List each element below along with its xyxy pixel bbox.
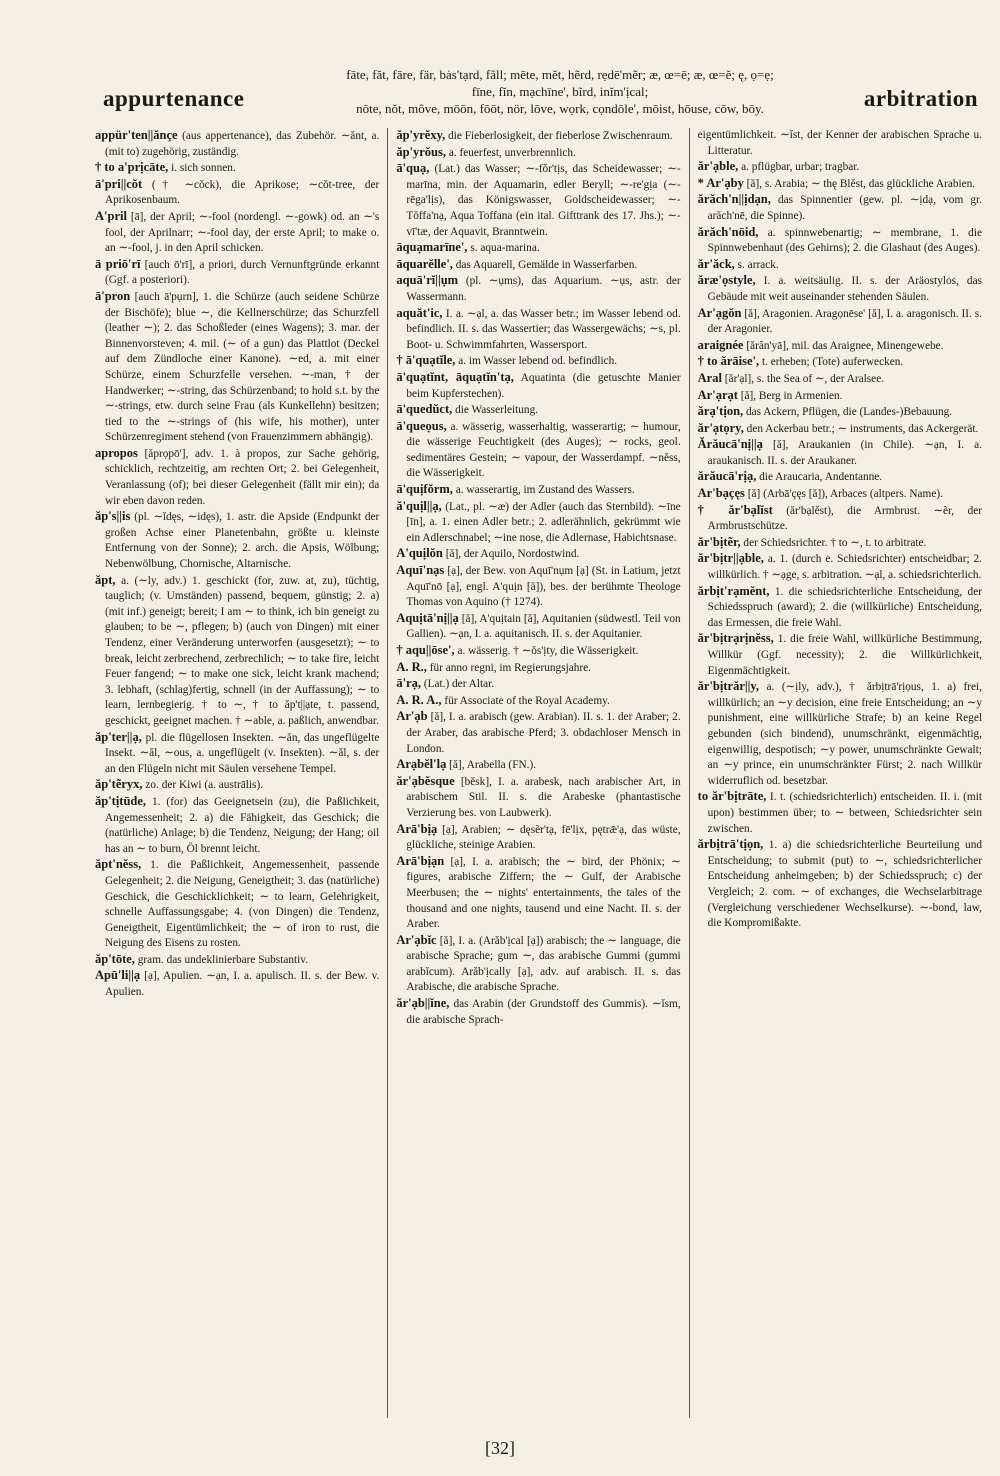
dictionary-entry: [698, 535, 982, 552]
headword: ăp'ter||ạ,: [95, 729, 142, 744]
headword: ăp'tẽryx,: [95, 777, 143, 792]
definition: i. sich sonnen.: [171, 162, 236, 175]
definition: a. (∼ly, adv.) 1. geschickt (for, zuw. at, zu), tüchtig, tauglich; (v. Umständen) passend, bequem, günstig; 2. a) (mit inf.) geneigt; bereit; I am ∼ to think, ich bin geneigt zu glauben; to be ∼, pflegen; b) (auch von Dingen) mit einer Tendenz, einer Veränderung unterworfen (ausgesetzt); ∼ to break, leicht zerbrechend, zerbrechlich; ∼ to take fire, leicht Feuer fangend; ∼ to make one sick, leicht krank machend; 3. lebhaft, (schlag)fertig, schnell (in der Auffassung); ∼ to learn, lernbegierig. † to ∼, † to ăp't||ạte, t. passend, geschickt, geeignet machen. † ∼able, a. paßlich, anwendbar.: [105, 574, 380, 727]
definition: (aus appertenance), das Zubehör. ∼ănt, a. (mit to) zugehörig, zuständig.: [105, 130, 380, 158]
dictionary-entry: [698, 225, 982, 257]
headword: āquarĕlle',: [396, 256, 453, 271]
dictionary-entry: [698, 176, 982, 193]
definition: [ā], der April; ∼-fool (nordengl. ∼-gowk) od. an ∼'s fool, der Aprilnarr; ∼-fool day, der erste April; to make o. an ∼-fool, j. in den April schicken.: [105, 210, 380, 255]
definition: [ạ], I. a. arabisch; the ∼ bird, der Phönix; ∼ figures, arabische Ziffern; the ∼ Gulf, der Arabische Meerbusen; the ∼ nights' entertainments, the tales of the thousand and one nights, tausend und eine Nacht. II. s. der Araber.: [406, 855, 681, 931]
dictionary-entry: [95, 952, 379, 969]
dictionary-entry: [95, 446, 379, 509]
dictionary-entry: [698, 421, 982, 438]
definition: 1. die schiedsrichterliche Entscheidung, der Schiedsspruch (award); 2. die (willkürliche) Entscheidung, das Ermessen, die freie Wahl.: [707, 585, 982, 629]
dictionary-entry: [698, 789, 982, 837]
dictionary-entry: [698, 354, 982, 371]
dictionary-entry: [698, 192, 982, 224]
headword: ăr'bịtrăr||y,: [697, 679, 760, 694]
dictionary-entry: [698, 469, 982, 486]
definition: (Lat., pl. ∼æ) der Adler (auch das Sternbild). ∼īne [īn], a. 1. einen Adler betr.; 2. adlerähnlich, gekrümmt wie ein Adlerschnabel; ∼ine nose, die Adlernase, Habichtsnase.: [406, 500, 681, 544]
column-2: [387, 128, 688, 1418]
definition: I. a. weitsäulig. II. s. der Aräostylos, das Gebäude mit weit auseinander stehenden Säulen.: [707, 275, 982, 303]
definition: 1. a) die schiedsrichterliche Beurteilung und Entscheidung; to submit (put) to ∼, schiedsrichterlicher Entscheidung anheimgeben; b) der Schiedsspruch; c) der Vergleich; 2. com. ∼ of exchanges, die Wechselarbitrage (Vergleichung verschiedener Wechselkurse). ∼-bond, law, die Kompromißakte.: [707, 839, 982, 930]
column-1: [95, 128, 387, 1418]
headword: āquạmarīne',: [396, 240, 468, 255]
definition: a. 1. (durch e. Schiedsrichter) entscheidbar; 2. willkürlich. † ∼ạge, s. arbitration. ∼ạl, a. schiedsrichterlich.: [707, 553, 982, 582]
headword: ărbịt'rạmĕnt,: [697, 583, 770, 598]
headword: Ar'ạb: [396, 709, 428, 724]
dictionary-entry: [396, 306, 680, 354]
dictionary-entry: [95, 968, 379, 1000]
dictionary-entry: [396, 353, 680, 370]
definition: (Lat.) das Wasser; ∼-fŏr'tịs, das Scheidewasser; ∼-marīna, min. der Aquamarin, edler Beryll; ∼-re'gịa (∼-rēga'lịs), das Königswasser, Goldscheidewasser; ∼-Tŏffa'nạ, Aqua Toffana (ein ital. Gifttrank des 17. Jhs.); ∼-vī'tæ, der Aquavit, Branntwein.: [406, 163, 681, 238]
headword: ā priō'rī: [95, 256, 141, 271]
dictionary-entry: [95, 160, 379, 177]
headword: aquā'rĭ||ụm: [396, 273, 459, 288]
headword: araignée: [697, 337, 744, 352]
headword: appür'ten||ănçe: [95, 128, 178, 142]
definition: der Schiedsrichter. † to ∼, t. to arbitrate.: [743, 536, 927, 549]
definition: I. a. ∼ạl, a. das Wasser betr.; im Wasser lebend od. befindlich. II. s. das Wassertier; das Wassergewächs; ∼s, pl. Boot- u. Schwimmfahrten, Wassersport.: [406, 307, 681, 351]
headword: ā'rạ,: [396, 676, 421, 691]
definition: [bĕsk], I. a. arabesk, nach arabischer Art, in arabischem Stil. II. s. die Arabeske (phantastische Verzierung bes. von Laubwerk).: [406, 775, 681, 819]
dictionary-entry: [698, 388, 982, 405]
dictionary-entry: [396, 854, 680, 933]
definition: [ạ], Arabien; ∼ dęsẽr'tạ, fē'lịx, pętrǣ'ạ, das wüste, glückliche, steinige Arabien.: [406, 823, 681, 852]
definition: [ạ], der Bew. von Aquī'nụm [ạ] (St. in Latium, jetzt Aquī'nō [ạ], engl. A'quịn [ă]), bes. der berühmte Theologe Thomas von Aquino († 1274).: [406, 565, 681, 609]
definition: († ∼cŏck), die Aprikose; ∼cŏt-tree, der Aprikosenbaum.: [105, 178, 380, 207]
definition: [ăr'ạl], s. the Sea of ∼, der Aralsee.: [724, 372, 885, 385]
definition: das Spinnentier (gew. pl. ∼ịdạ, vom gr. arăch'nē, die Spinne).: [707, 194, 982, 222]
headword: ā'pri||cŏt: [95, 176, 143, 191]
dictionary-entry: [396, 563, 680, 611]
dictionary-entry: [95, 777, 379, 794]
dictionary-entry: [698, 584, 982, 632]
headword: * Ar'ạby: [697, 175, 744, 190]
headword: Ar'bạçęs: [697, 486, 745, 501]
headword: A. R.,: [396, 659, 427, 674]
headword: aquăt'ic,: [396, 305, 443, 320]
dictionary-entry: [396, 145, 680, 162]
definition: a. spinnwebenartig; ∼ membrane, 1. die Spinnwebenhaut (des Gehirns); 2. die Glashaut (des Auges).: [707, 226, 982, 255]
headword: A'pril: [95, 208, 127, 223]
definition: [ă], Araukanien (in Chile). ∼ạn, I. a. araukanisch. II. s. der Araukaner.: [707, 439, 982, 467]
definition: zo. der Kiwi (a. austrālis).: [145, 779, 264, 792]
headword: Ar'ạbĭc: [396, 932, 437, 947]
dictionary-entry: [396, 676, 680, 693]
headword: † ăr'bạlĭst: [697, 502, 773, 517]
headword: A'quịlŏn: [396, 546, 443, 561]
definition: die Araucaria, Andentanne.: [759, 471, 883, 484]
definition: 1. (for) das Geeignetsein (zu), die Paßlichkeit, Angemessenheit; 2. a) die Fähigkeit, das Geschick; die (natürliche) Anlage; b) die Tendenz, Neigung; der Hang; oil has an ∼ to burn, Öl brennt leicht.: [105, 795, 380, 855]
headword: ărbịtrā'tịọn,: [697, 837, 764, 852]
headword: Aquī'nạs: [396, 563, 445, 578]
dictionary-entry: [396, 693, 680, 710]
definition: [ă], I. a. arabisch (gew. Arabian). II. s. 1. der Araber; 2. der Araber, das arabische Pferd; 3. obdachloser Mensch in London.: [406, 711, 681, 755]
dictionary-entry: [396, 257, 680, 274]
headword: ā'pron: [95, 288, 131, 303]
dictionary-entry: [698, 371, 982, 388]
headword: ăr'ạb||ĭne,: [396, 996, 450, 1011]
headword: ăp'yrŏus,: [396, 144, 446, 159]
definition: s. arrack.: [737, 258, 779, 271]
headword: ăræ'ọstyle,: [697, 273, 756, 288]
dictionary-entry: [396, 240, 680, 257]
definition: a. pflügbar, urbar; tragbar.: [741, 161, 860, 174]
headword: ăpt,: [95, 572, 116, 587]
dictionary-entry: [396, 402, 680, 419]
definition: [ă], der Aquilo, Nordostwind.: [445, 548, 580, 561]
dictionary-entry: [95, 509, 379, 572]
dictionary-entry: [95, 857, 379, 952]
headword: ă'quịl||ạ,: [396, 498, 442, 513]
guide-word-right: arbitration: [863, 86, 978, 111]
dictionary-entry: [698, 486, 982, 503]
dictionary-entry: [396, 546, 680, 563]
headword: ărăch'nōid,: [697, 224, 759, 239]
headword: ăpt'nĕss,: [95, 857, 142, 872]
definition: a. wasserartig, im Zustand des Wassers.: [455, 484, 635, 497]
headword: Aral: [697, 370, 722, 385]
headword: ăr'bịtrạrịnĕss,: [697, 631, 774, 646]
headword: ăp'yrĕxy,: [396, 128, 446, 142]
dictionary-columns: [95, 128, 990, 1418]
headword: ā'quịfŏrm,: [396, 482, 453, 497]
definition: [ă], Arabella (FN.).: [449, 759, 537, 772]
headword: ărăucā'rịạ,: [697, 469, 757, 484]
definition: [ăprọpō'], adv. 1. à propos, zur Sache gehörig, schicklich, rechtzeitig, am rechten Ort; 2. bei Gelegenheit, Veranlassung (of); bei dieser Gelegenheit (fällt mir ein); da wir eben davon reden.: [105, 447, 380, 507]
definition: den Ackerbau betr.; ∼ instruments, das Ackergerät.: [746, 422, 979, 435]
dictionary-entry: [396, 996, 680, 1028]
headword: Ărăucā'nị||ạ: [697, 437, 763, 452]
definition: [ă], I. a. (Arăb'ịcal [ạ]) arabisch; the ∼ language, die arabische Sprache; gum ∼, das arabische Gummi (gummi arabĭcum). Arăb'ịcally [ạ], adv. auf arabisch. II. s. das Arabische, die arabische Sprache.: [406, 934, 681, 994]
definition: für Associate of the Royal Academy.: [444, 694, 610, 707]
definition: die Fieberlosigkeit, der fieberlose Zwischenraum.: [448, 130, 673, 142]
dictionary-entry: [698, 837, 982, 932]
definition: [ă], s. Arabia; ∼ thę Blĕst, das glückliche Arabien.: [746, 177, 976, 190]
dictionary-entry: [95, 730, 379, 778]
headword: ăp'tịtūde,: [95, 793, 147, 808]
definition: 1. die Paßlichkeit, Angemessenheit, passende Gelegenheit; 2. die Neigung, Geneigtheit; 3. das (natürliche) Geschick, die Geschicklichkeit; ∼ to learn, Gelehrigkeit, schnelle Auffassungsgabe; 4. (von Dingen) die Tendenz, Geneigtheit, Eigentümlichkeit; the ∼ of iron to rust, die Neigung des Eisens zu rosten.: [105, 859, 380, 950]
definition: t. erheben; (Tote) auferwecken.: [761, 356, 904, 369]
definition: das Aquarell, Gemälde in Wasserfarben.: [455, 258, 638, 271]
dictionary-entry: [698, 306, 982, 338]
dictionary-entry: [95, 573, 379, 730]
page-number: [32]: [485, 1438, 515, 1458]
page-header: [0, 0, 1000, 120]
headword: ā'queọus,: [396, 418, 447, 433]
dictionary-entry: [396, 482, 680, 499]
definition: Aquatinta (die getuschte Manier beim Kupferstechen).: [406, 371, 681, 400]
guide-word-left: appurtenance: [103, 86, 245, 111]
dictionary-entry: [396, 370, 680, 402]
headword: Ar'ạrạt: [697, 387, 738, 402]
definition: eigentümlichkeit. ∼ĭst, der Kenner der arabischen Sprache u. Litteratur.: [697, 129, 982, 157]
definition: a. wässerig. † ∼ŏs'ịty, die Wässerigkeit.: [457, 645, 639, 657]
definition: a. feuerfest, unverbrennlich.: [448, 146, 576, 159]
definition: gram. das undeklinierbare Substantiv.: [137, 953, 309, 966]
definition: [ă] (Arbā'çęs [ă]), Arbaces (altpers. Name).: [747, 488, 943, 501]
headword: ăp's||is: [95, 509, 131, 524]
dictionary-entry: [396, 419, 680, 482]
dictionary-entry: [95, 209, 379, 257]
dictionary-entry: [396, 774, 680, 822]
pron-key-line: fīne, fĭn, mạchīne', bĩrd, inĭm'ịcal;: [471, 84, 649, 99]
definition: a. (∼ịly, adv.), † ărbịtrā'rịọus, 1. a) frei, willkürlich; an ∼y decision, eine freie Entscheidung; an ∼y punishment, eine willkürliche Strafe; b) an keine Regel gebunden (sich bindend), unumschränkt, eigenmächtig, eigenwillig, despotisch; ∼y power, unumschränkte Gewalt; an ∼y prince, ein unumschränkter Fürst; 2. nach Willkür widerruflich od. besetzbar.: [707, 681, 982, 787]
dictionary-entry: [396, 660, 680, 677]
headword: Aquịtā'nị||ạ: [396, 610, 459, 625]
headword: A. R. A.,: [396, 692, 442, 707]
dictionary-entry: [698, 159, 982, 176]
headword: apropos: [95, 445, 138, 460]
definition: a. im Wasser lebend od. befindlich.: [458, 355, 618, 368]
definition: s. aqua-marina.: [470, 242, 540, 255]
dictionary-entry: [698, 338, 982, 355]
dictionary-entry: [698, 503, 982, 535]
dictionary-entry: [95, 177, 379, 209]
definition: pl. die flügellosen Insekten. ∼ăn, das ungeflügelte Insekt. ∼ăl, ∼ous, a. ungeflügelt (v. Insekten). ∼ăl, s. der an den Flügeln nicht mit Säulen versehene Tempel.: [105, 731, 380, 775]
definition: [ạ], Apulien. ∼ạn, I. a. apulisch. II. s. der Bew. v. Apulien.: [105, 970, 380, 999]
dictionary-entry: [95, 289, 379, 446]
headword: ărạ'tịon,: [697, 404, 744, 419]
dictionary-entry: [396, 757, 680, 774]
dictionary-entry: [95, 257, 379, 289]
headword: Ar'ạgŏn: [697, 305, 742, 320]
definition: [ă], Aragonien. Aragọnēse' [ă], I. a. aragonisch. II. s. der Aragonier.: [707, 307, 982, 336]
dictionary-entry: [698, 273, 982, 305]
dictionary-entry: [698, 551, 982, 583]
headword: † to a'prịcāte,: [95, 160, 169, 175]
headword: Apū'li||ạ: [95, 968, 141, 983]
headword: Arā'bịạ: [396, 821, 438, 836]
dictionary-entry: [698, 128, 982, 159]
definition: die Wasserleitung.: [455, 404, 539, 417]
headword: ăr'ạble,: [697, 159, 739, 174]
dictionary-entry: [396, 128, 680, 145]
dictionary-entry: [396, 822, 680, 854]
dictionary-entry: [396, 643, 680, 660]
dictionary-entry: [396, 161, 680, 240]
definition: für anno regni, im Regierungsjahre.: [429, 661, 591, 674]
dictionary-entry: [698, 679, 982, 789]
definition: 1. die freie Wahl, willkürliche Bestimmung, Willkür (Ggf. necessity); 2. die Willkürlichkeit, Eigenmächtigkeit.: [707, 633, 982, 677]
headword: Arā'bịạn: [396, 853, 445, 868]
headword: ărăch'n||ịdạn,: [697, 192, 771, 207]
headword: † to ărāise',: [697, 354, 760, 369]
definition: [ă], Berg in Armenien.: [740, 389, 843, 402]
definition: I. t. (schiedsrichterlich) entscheiden. II. i. (mit upon) bestimmen über; to ∼ between, Schiedsrichter sein zwischen.: [707, 791, 982, 835]
definition: [auch ā'pụrn], 1. die Schürze (auch seidene Schürze der Bischöfe); blue ∼, die Kellnerschürze; das Schurzfell (leather ∼); 2. das Schoßleder (eines Wagens); 3. mar. der Binnenvorsteven; 4. mil. (∼ of a gun) das Plattlot (Deckel auf dem Zündloche einer Kanone). ∼ed, a. mit einer Schürze, einem Schurzfelle versehen. ∼-man, † der Handwerker; ∼-string, das Schürzenband; to hold s.t. by the ∼-strings, etw. durch seine Frau (als Kunkellehn) besitzen; tied to the ∼-strings of (his wife, his mother), unter Schürzenregiment stehend (von Frauenzimmern abhängig).: [105, 290, 380, 444]
column-3: [689, 128, 990, 1418]
pron-key-line: nōte, nŏt, môve, mōōn, fōōt, nör, lōve, wọrk, cọndōle', mōist, hōuse, cōw, bōy.: [356, 101, 764, 116]
dictionary-entry: [396, 273, 680, 305]
definition: (pl. ∼ụms), das Aquarium. ∼ụs, astr. der Wassermann.: [406, 275, 681, 303]
pronunciation-key: [300, 66, 820, 117]
headword: ā'quạ,: [396, 161, 430, 176]
dictionary-entry: [698, 631, 982, 679]
dictionary-entry: [396, 611, 680, 643]
headword: ăr'ạbĕsque: [396, 773, 455, 788]
dictionary-entry: [396, 933, 680, 996]
headword: ăr'ạtọry,: [697, 420, 744, 435]
definition: [ă], A'quịtain [ă], Aquitanien (südwestl. Teil von Gallien). ∼ạn, I. a. aquitanisch. II. s. der Aquitanier.: [406, 612, 681, 641]
headword: to ăr'bịtrāte,: [697, 789, 767, 804]
definition: (Lat.) der Altar.: [423, 678, 495, 691]
dictionary-entry: [698, 437, 982, 469]
headword: Arạbĕl'lạ: [396, 757, 447, 772]
definition: [auch ō'rī], a priori, durch Vernunftgründe erkannt (Ggf. a posteriori).: [105, 258, 380, 287]
pron-key-line: fāte, făt, fāre, fär, bȧs'tạrd, fâll; mēte, mĕt, hẽrd, rẹdē'mẽr; æ, œ=ē; æ, œ=ĕ; ę, ọ=ẹ;: [346, 67, 774, 82]
headword: ā'quedŭct,: [396, 402, 453, 417]
definition: [ărân'yā], mil. das Araignee, Minengewebe.: [746, 339, 944, 352]
headword: † ā'quạtĭle,: [396, 353, 456, 368]
dictionary-entry: [396, 499, 680, 547]
headword: ăr'ăck,: [697, 256, 735, 271]
definition: das Arabin (der Grundstoff des Gummis). ∼ĭsm, die arabische Sprach-: [406, 998, 681, 1026]
headword: ăr'bịtẽr,: [697, 534, 741, 549]
definition: das Ackern, Pflügen, die (Landes-)Bebauung.: [745, 406, 953, 419]
dictionary-entry: [95, 794, 379, 857]
headword: ā'quạtĭnt, āquạtĭn'tạ,: [396, 369, 514, 384]
definition: (pl. ∼ĭdęs, ∼idęs), 1. astr. die Apside (Endpunkt der großen Achse einer Planetenbahn, größte u. kleinste Entfernung von der Sonne); 2. arch. die Apsis, Wölbung; Nebenwölbung, Chornische, Altarnische.: [105, 511, 380, 571]
headword: † aqu||ōse',: [396, 643, 455, 657]
definition: (ăr'bạlĕst), die Armbrust. ∼ẽr, der Armbrustschütze.: [707, 504, 982, 533]
dictionary-entry: [698, 404, 982, 421]
definition: a. wässerig, wasserhaltig, wasserartig; ∼ humour, die wässerige Feuchtigkeit (des Auges); ∼ rocks, geol. sedimentäres Gestein; ∼ vapour, der Wasserdampf. ∼nĕss, die Wässerigkeit.: [406, 420, 681, 480]
headword: ăr'bịtr||ạble,: [697, 551, 764, 566]
dictionary-entry: [396, 709, 680, 757]
headword: ăp'tōte,: [95, 951, 135, 966]
dictionary-entry: [95, 128, 379, 160]
dictionary-entry: [698, 257, 982, 274]
